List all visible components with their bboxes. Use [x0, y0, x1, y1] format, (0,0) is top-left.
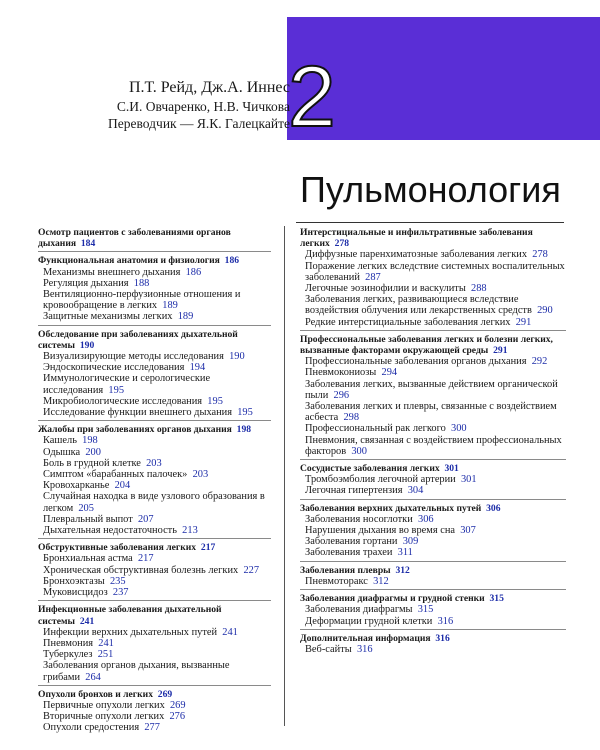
toc-section-page-number: 198 — [236, 424, 252, 436]
toc-entry[interactable] — [38, 722, 271, 733]
toc-entry-text: Веб-сайты — [305, 643, 352, 655]
toc-section-title-text: Обследование при заболеваниях дыхательной системы — [38, 328, 238, 351]
toc-entry-page-number: 203 — [146, 457, 162, 469]
toc-entry-text: Заболевания легких, развивающиеся вследствие воздействия облучения или лекарственных средств — [305, 294, 532, 317]
toc-entry[interactable] — [300, 261, 566, 283]
toc-entry[interactable] — [38, 278, 271, 289]
toc-entry-text: Пневмония, связанная с воздействием профессиональных факторов — [305, 434, 562, 457]
toc-entry-page-number: 311 — [397, 547, 413, 559]
toc-entry-page-number: 312 — [373, 575, 389, 587]
toc-entry-text: Регуляция дыхания — [43, 277, 129, 289]
toc-entry[interactable] — [38, 525, 271, 536]
toc-entry-page-number: 203 — [192, 469, 209, 481]
toc-entry-page-number: 277 — [144, 722, 160, 734]
toc-entry-text: Нарушения дыхания во время сна — [305, 525, 455, 537]
toc-entry-page-number: 207 — [137, 513, 154, 525]
toc-entry-page-number: 309 — [402, 536, 419, 548]
toc-top-rule — [296, 222, 564, 223]
toc-entry-page-number: 205 — [78, 502, 94, 514]
toc-section-title[interactable] — [300, 593, 566, 604]
authors-block — [90, 78, 290, 132]
toc-entry-text: Случайная находка в виде узлового образования в легком — [43, 491, 265, 514]
toc-section-page-number: 306 — [486, 502, 501, 514]
toc-entry[interactable] — [300, 525, 566, 536]
toc-entry[interactable] — [300, 514, 566, 525]
toc-entry[interactable] — [300, 249, 566, 260]
toc-section — [38, 325, 271, 421]
toc-entry-text: Туберкулез — [43, 649, 93, 661]
toc-section-title[interactable] — [38, 604, 271, 626]
toc-entry-text: Вторичные опухоли легких — [43, 711, 165, 723]
toc-entry[interactable] — [38, 362, 271, 373]
toc-section-page-number: 315 — [489, 593, 504, 605]
toc-entry[interactable] — [300, 474, 566, 485]
toc-entry-page-number: 291 — [515, 316, 532, 328]
toc-section — [300, 224, 566, 330]
toc-section-title-text: Опухоли бронхов и легких — [38, 688, 153, 700]
toc-section — [38, 538, 271, 600]
toc-entry-text: Одышка — [43, 446, 81, 458]
toc-entry-page-number: 195 — [237, 407, 253, 419]
toc-section-page-number: 278 — [334, 238, 350, 250]
toc-section-title[interactable] — [300, 565, 566, 576]
toc-section-page-number: 312 — [395, 564, 410, 576]
toc-entry-page-number: 300 — [451, 423, 467, 435]
toc-section-title[interactable] — [38, 255, 271, 266]
toc-section-title[interactable] — [300, 633, 566, 644]
toc-entry-page-number: 316 — [437, 615, 454, 627]
toc-section-title[interactable] — [38, 689, 271, 700]
toc-entry[interactable] — [38, 351, 271, 362]
toc-section-page-number: 301 — [444, 463, 459, 475]
toc-entry-text: Визуализирующие методы исследования — [43, 351, 224, 363]
chapter-authors: П.Т. Рейд, Дж.А. Иннес — [128, 79, 290, 96]
toc-section-title[interactable] — [300, 503, 566, 514]
toc-entry-text: Иммунологические и серологические исследования — [43, 373, 211, 396]
toc-entry-text: Заболевания гортани — [305, 536, 398, 548]
toc-column-divider — [284, 226, 285, 726]
toc-entry-page-number: 189 — [177, 311, 194, 323]
toc-entry-page-number: 241 — [98, 637, 114, 649]
toc-entry-page-number: 198 — [82, 435, 98, 447]
toc-entry-page-number: 237 — [112, 587, 129, 599]
toc-entry-page-number: 264 — [85, 671, 101, 683]
toc-entry-text: Боль в грудной клетке — [43, 457, 141, 469]
toc-entry-page-number: 227 — [243, 564, 260, 576]
toc-section-title-text: Инфекционные заболевания дыхательной системы — [38, 604, 222, 627]
toc-section-title[interactable] — [300, 227, 566, 249]
toc-entry[interactable] — [38, 469, 271, 480]
toc-entry-page-number: 195 — [108, 384, 125, 396]
chapter-translator: Переводчик — Я.К. Галецкайте — [108, 116, 290, 131]
toc-entry[interactable] — [300, 283, 566, 294]
toc-section-page-number: 241 — [79, 615, 95, 627]
toc-entry-page-number: 287 — [365, 271, 381, 283]
toc-entry-text: Заболевания органов дыхания, вызванные грибами — [43, 660, 230, 683]
toc-entry-text: Заболевания диафрагмы — [305, 604, 413, 616]
toc-entry[interactable] — [38, 311, 271, 322]
toc-entry[interactable] — [300, 367, 566, 378]
toc-entry[interactable] — [300, 604, 566, 615]
toc-entry[interactable] — [38, 480, 271, 491]
toc-entry[interactable] — [38, 660, 271, 682]
toc-entry-text: Симптом «барабанных палочек» — [43, 469, 188, 481]
toc-entry-text: Механизмы внешнего дыхания — [43, 266, 181, 278]
toc-entry-text: Заболевания трахеи — [305, 547, 393, 559]
toc-entry-text: Бронхоэктазы — [43, 575, 105, 587]
toc-entry[interactable] — [300, 356, 566, 367]
toc-entry-text: Заболевания носоглотки — [305, 513, 413, 525]
toc-entry-page-number: 241 — [222, 626, 238, 638]
toc-entry[interactable] — [38, 553, 271, 564]
toc-section-page-number: 316 — [435, 632, 450, 644]
toc-section — [300, 629, 566, 657]
toc-entry-text: Первичные опухоли легких — [43, 699, 165, 711]
toc-section-title[interactable] — [300, 334, 566, 356]
toc-entry-text: Заболевания легких, вызванные действием органической пыли — [305, 378, 558, 401]
toc-entry-text: Хроническая обструктивная болезнь легких — [43, 564, 239, 576]
toc-entry-page-number: 316 — [356, 643, 373, 655]
toc-entry-page-number: 194 — [189, 362, 206, 374]
toc-entry[interactable] — [38, 587, 271, 598]
toc-left-column — [38, 224, 271, 736]
toc-entry[interactable] — [300, 536, 566, 547]
toc-entry-page-number: 307 — [460, 525, 476, 537]
toc-section-page-number: 186 — [224, 255, 240, 267]
toc-entry-page-number: 296 — [333, 389, 350, 401]
toc-entry-text: Легочные эозинофилии и васкулиты — [305, 283, 466, 295]
toc-section-title-text: Профессиональные заболевания легких и болезни легких, вызванные факторами окружающей среды — [300, 333, 553, 357]
toc-section — [38, 224, 271, 251]
toc-section — [38, 685, 271, 736]
toc-entry-page-number: 204 — [114, 480, 131, 492]
toc-section — [300, 561, 566, 589]
toc-entry[interactable] — [38, 700, 271, 711]
toc-entry-page-number: 292 — [531, 356, 548, 368]
toc-section-title-text: Заболевания плевры — [300, 564, 391, 576]
toc-entry[interactable] — [300, 485, 566, 496]
toc-entry-page-number: 188 — [133, 277, 150, 289]
toc-entry-page-number: 251 — [97, 649, 114, 661]
toc-entry-page-number: 269 — [169, 699, 186, 711]
toc-entry-page-number: 300 — [351, 445, 367, 457]
toc-section-title-text: Обструктивные заболевания легких — [38, 542, 197, 554]
toc-entry-text: Инфекции верхних дыхательных путей — [43, 626, 218, 638]
toc-entry-text: Микробиологические исследования — [43, 395, 203, 407]
toc-entry[interactable] — [38, 447, 271, 458]
toc-entry-page-number: 217 — [137, 553, 154, 565]
toc-entry-text: Кровохарканье — [43, 480, 110, 492]
toc-entry-text: Защитные механизмы легких — [43, 311, 173, 323]
toc-entry-page-number: 213 — [182, 525, 198, 537]
toc-entry[interactable] — [38, 649, 271, 660]
toc-entry-page-number: 315 — [417, 604, 434, 616]
toc-section-title[interactable] — [38, 227, 271, 249]
toc-entry-text: Исследование функции внешнего дыхания — [43, 407, 233, 419]
toc-entry-text: Дыхательная недостаточность — [43, 525, 177, 537]
toc-entry-page-number: 235 — [109, 575, 126, 587]
toc-section-title-text: Заболевания диафрагмы и грудной стенки — [300, 593, 485, 605]
toc-entry-page-number: 195 — [207, 395, 223, 407]
toc-entry[interactable] — [38, 565, 271, 576]
toc-entry[interactable] — [38, 711, 271, 722]
toc-entry-text: Пневмоторакс — [305, 575, 368, 587]
toc-entry[interactable] — [38, 435, 271, 446]
toc-entry-text: Поражение легких вследствие системных воспалительных заболеваний — [305, 260, 565, 283]
toc-entry[interactable] — [38, 458, 271, 469]
toc-entry[interactable] — [38, 407, 271, 418]
toc-entry-text: Редкие интерстициальные заболевания легких — [305, 316, 511, 328]
toc-entry-page-number: 186 — [185, 266, 202, 278]
toc-entry[interactable] — [38, 267, 271, 278]
toc-section-title-text: Осмотр пациентов с заболеваниями органов дыхания — [38, 227, 231, 250]
toc-section — [300, 589, 566, 629]
toc-entry[interactable] — [38, 576, 271, 587]
toc-entry[interactable] — [38, 627, 271, 638]
toc-entry-page-number: 290 — [537, 305, 553, 317]
toc-entry-text: Легочная гипертензия — [305, 485, 403, 497]
toc-entry-text: Бронхиальная астма — [43, 553, 133, 565]
toc-entry-text: Деформации грудной клетки — [305, 615, 433, 627]
toc-entry[interactable] — [38, 638, 271, 649]
toc-entry[interactable] — [300, 379, 566, 401]
toc-section — [300, 459, 566, 499]
toc-entry-text: Опухоли средостения — [43, 722, 140, 734]
toc-section-title-text: Сосудистые заболевания легких — [300, 463, 440, 475]
toc-entry-page-number: 304 — [407, 485, 424, 497]
toc-entry[interactable] — [300, 576, 566, 587]
toc-section-page-number: 291 — [493, 345, 508, 357]
toc-section-title-text: Заболевания верхних дыхательных путей — [300, 502, 482, 514]
toc-section-title[interactable] — [38, 424, 271, 435]
toc-section-title-text: Функциональная анатомия и физиология — [38, 255, 220, 267]
toc-entry-page-number: 306 — [418, 513, 434, 525]
toc-section — [38, 600, 271, 684]
toc-entry[interactable] — [300, 423, 566, 434]
toc-section-title[interactable] — [300, 463, 566, 474]
toc-section — [300, 330, 566, 459]
toc-entry-page-number: 298 — [343, 412, 360, 424]
toc-entry-page-number: 294 — [381, 367, 398, 379]
toc-entry-page-number: 278 — [532, 249, 548, 261]
toc-entry-text: Профессиональный рак легкого — [305, 423, 446, 435]
toc-entry-page-number: 301 — [460, 474, 477, 486]
toc-entry[interactable] — [300, 317, 566, 328]
toc-entry[interactable] — [300, 435, 566, 457]
toc-entry-text: Тромбоэмболия легочной артерии — [305, 474, 456, 486]
toc-section-title-text: Жалобы при заболеваниях органов дыхания — [38, 424, 232, 436]
chapter-editors: С.И. Овчаренко, Н.В. Чичкова — [116, 99, 290, 114]
toc-section-title[interactable] — [38, 329, 271, 351]
toc-entry-page-number: 288 — [471, 283, 487, 295]
toc-entry-page-number: 276 — [169, 711, 186, 723]
toc-entry-text: Плевральный выпот — [43, 513, 133, 525]
toc-entry-page-number: 200 — [85, 446, 101, 458]
toc-entry-text: Эндоскопические исследования — [43, 362, 185, 374]
toc-section-page-number: 184 — [80, 238, 96, 250]
toc-entry-text: Заболевания легких и плевры, связанные с воздействием асбеста — [305, 401, 557, 424]
toc-entry[interactable] — [300, 616, 566, 627]
toc-entry[interactable] — [38, 289, 271, 311]
chapter-number: 2 — [288, 49, 336, 145]
toc-entry[interactable] — [300, 401, 566, 423]
toc-entry-text: Вентиляционно-перфузионные отношения и кровообращение в легких — [43, 289, 241, 312]
toc-entry-text: Кашель — [43, 435, 77, 447]
toc-entry-text: Диффузные паренхиматозные заболевания легких — [305, 249, 528, 261]
toc-entry[interactable] — [38, 514, 271, 525]
toc-section — [38, 251, 271, 324]
toc-section-title-text: Интерстициальные и инфильтративные заболевания легких — [300, 227, 533, 250]
toc-section-title-text: Дополнительная информация — [300, 632, 431, 644]
toc-entry-page-number: 189 — [162, 300, 178, 312]
toc-entry-text: Профессиональные заболевания органов дыхания — [305, 356, 527, 368]
toc-entry-page-number: 190 — [229, 351, 245, 363]
toc-section — [300, 499, 566, 561]
toc-section-page-number: 190 — [79, 339, 95, 351]
toc-entry[interactable] — [38, 491, 271, 513]
toc-section-page-number: 217 — [200, 542, 216, 554]
toc-entry[interactable] — [300, 644, 566, 655]
toc-section — [38, 420, 271, 538]
toc-entry[interactable] — [38, 373, 271, 395]
toc-entry-text: Пневмония — [43, 637, 94, 649]
toc-section-page-number: 269 — [157, 688, 173, 700]
toc-entry[interactable] — [300, 294, 566, 316]
toc-right-column — [300, 224, 566, 657]
toc-entry[interactable] — [300, 547, 566, 558]
toc-entry-text: Муковисцидоз — [43, 587, 108, 599]
chapter-title: Пульмонология — [300, 169, 561, 210]
toc-section-title[interactable] — [38, 542, 271, 553]
toc-entry[interactable] — [38, 396, 271, 407]
toc-entry-text: Пневмокониозы — [305, 367, 377, 379]
